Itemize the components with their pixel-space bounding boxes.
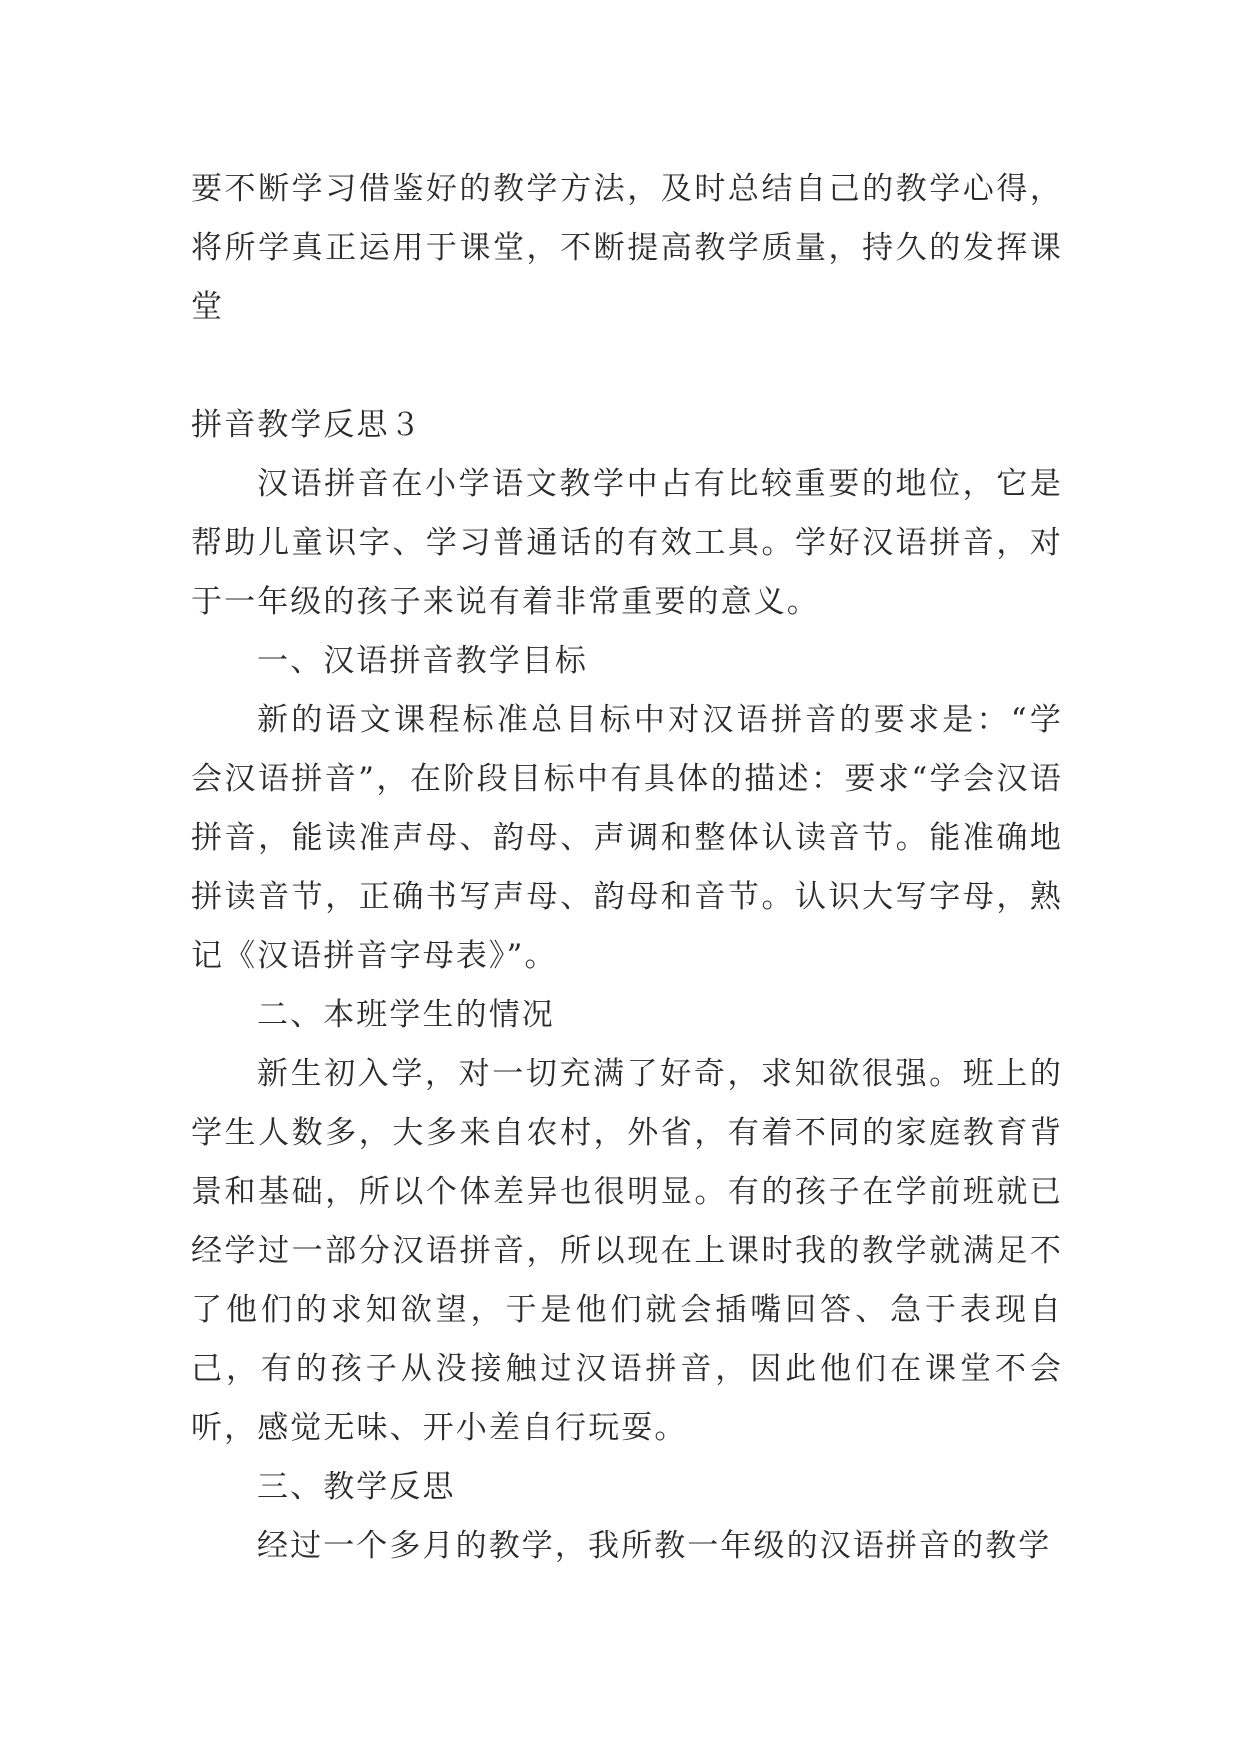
reflection-paragraph: 经过一个多月的教学，我所教一年级的汉语拼音的教学: [257, 1528, 1052, 1564]
heading-reflection: 三、教学反思: [257, 1469, 456, 1505]
class-situation-paragraph: 新生初入学，对一切充满了好奇，求知欲很强。班上的学生人数多，大多来自农村，外省，有着不同的家庭教育背景和基础，所以个体差异也很明显。有的孩子在学前班就已经学过一部分汉语拼音，所以现在上课时我的教学就满足不了他们的求知欲望，于是他们就会插嘴回答、急于表现自己，有的孩子从没接触过汉语拼音，因此他们在课堂不会听，感觉无味、开小差自行玩耍。: [191, 1056, 1063, 1446]
document-body: [191, 160, 1063, 1576]
section-title: 拼音教学反思３: [191, 407, 423, 443]
goals-paragraph: 新的语文课程标准总目标中对汉语拼音的要求是：“学会汉语拼音”，在阶段目标中有具体的描述：要求“学会汉语拼音，能读准声母、韵母、声调和整体认读音节。能准确地拼读音节，正确书写声母、韵母和音节。认识大写字母，熟记《汉语拼音字母表》”。: [191, 702, 1063, 974]
heading-class-situation: 二、本班学生的情况: [257, 997, 555, 1033]
paragraph-gap: [191, 337, 1063, 396]
continuation-paragraph: 要不断学习借鉴好的教学方法，及时总结自己的教学心得，将所学真正运用于课堂，不断提高教学质量，持久的发挥课堂: [191, 171, 1063, 325]
intro-paragraph: 汉语拼音在小学语文教学中占有比较重要的地位，它是帮助儿童识字、学习普通话的有效工具。学好汉语拼音，对于一年级的孩子来说有着非常重要的意义。: [191, 466, 1063, 620]
heading-teaching-goals: 一、汉语拼音教学目标: [257, 643, 588, 679]
